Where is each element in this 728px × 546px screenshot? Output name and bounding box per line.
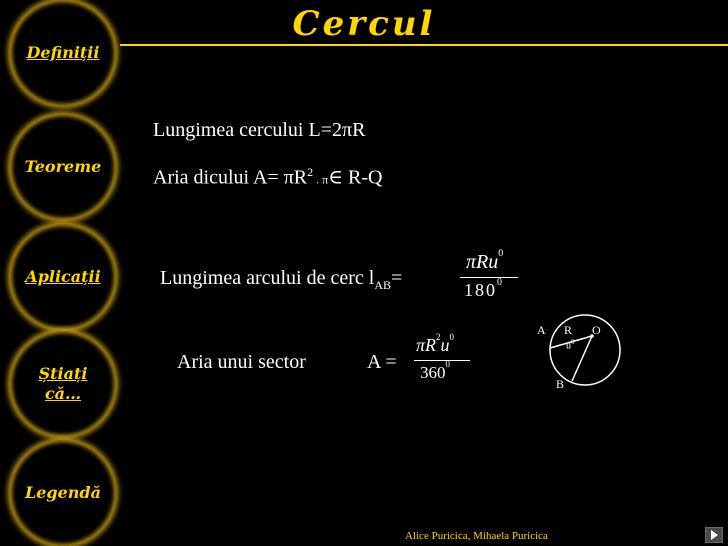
arc-fraction-numerator	[466, 248, 504, 274]
diagram-angle-exponent: 0	[571, 338, 575, 346]
circumference-formula: Lungimea cercului L=2πR	[153, 119, 366, 141]
area-formula	[153, 160, 382, 192]
arc-numerator-exponent: 0	[498, 248, 504, 260]
sector-numerator-text: πR	[416, 335, 437, 355]
nav-aplicatii-label: Aplicații	[25, 267, 101, 286]
arc-fraction-denominator	[464, 277, 504, 301]
nav-aplicatii-button[interactable]	[10, 224, 116, 330]
sector-fraction-numerator	[416, 332, 455, 356]
nav-legenda-button[interactable]	[10, 440, 116, 546]
nav-stiati-line1: Știați	[38, 364, 88, 383]
diagram-label-r: R	[564, 323, 573, 337]
arc-length-formula	[160, 266, 402, 297]
diagram-label-b: B	[556, 377, 565, 391]
sector-label: Aria unui sector	[177, 351, 306, 373]
nav-definitii-button[interactable]	[10, 0, 116, 106]
diagram-angle-u: u	[566, 340, 571, 352]
nav-stiati-line2: că…	[44, 384, 82, 403]
sector-equals: A =	[367, 351, 397, 373]
nav-legenda-label: Legendă	[25, 483, 101, 502]
sector-fraction-line	[414, 360, 470, 361]
footer-authors: Alice Puricica, Mihaela Puricica	[405, 530, 548, 542]
sector-numerator-exponent: 2	[436, 332, 441, 342]
arc-denominator-text: 180	[464, 280, 497, 300]
title-divider	[120, 44, 728, 46]
area-formula-exponent: 2	[307, 165, 314, 179]
arc-denominator-exponent: 0	[497, 277, 504, 288]
nav-teoreme-label: Teoreme	[24, 157, 102, 176]
sector-numerator-u-exponent: 0	[449, 332, 455, 342]
arc-length-prefix: Lungimea arcului de cerc l	[160, 267, 375, 289]
sector-radius-line	[572, 336, 592, 381]
area-formula-mid: . π	[313, 172, 329, 187]
sector-denominator-text: 360	[420, 363, 446, 382]
diagram-label-a: A	[537, 323, 546, 337]
nav-teoreme-button[interactable]	[10, 114, 116, 220]
arc-length-equals: =	[391, 267, 403, 289]
arc-fraction-line	[460, 277, 518, 278]
page-title: Cercul	[292, 4, 436, 44]
next-slide-icon[interactable]	[705, 527, 723, 543]
diagram-label-o: O	[592, 323, 601, 337]
arc-numerator-text: πRu	[466, 251, 499, 273]
nav-stiati-button[interactable]	[10, 331, 116, 437]
sector-denominator-exponent: 0	[445, 359, 450, 370]
sector-fraction-denominator	[420, 359, 450, 383]
nav-stiati-label	[39, 364, 88, 404]
arc-length-subscript: AB	[374, 278, 392, 292]
diagram-angle-label	[566, 335, 575, 353]
nav-definitii-label: Definiții	[26, 43, 100, 62]
area-formula-prefix: Aria dicului A= πR	[153, 166, 308, 189]
sector-numerator-u: u	[440, 335, 450, 355]
circle-diagram	[540, 310, 630, 390]
area-formula-suffix: ∈ R-Q	[328, 166, 383, 189]
